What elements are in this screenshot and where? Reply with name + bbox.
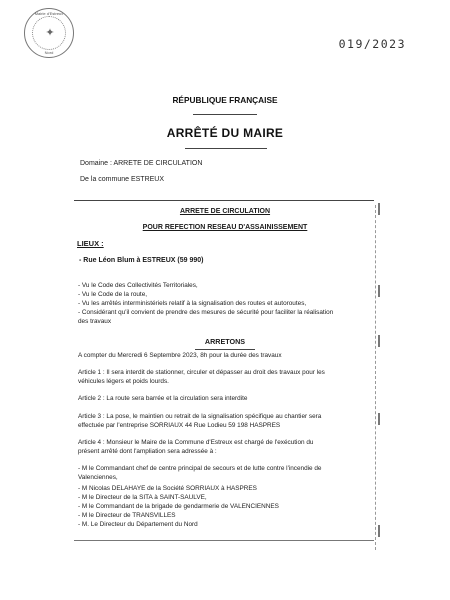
reference-number: 019/2023 <box>338 37 406 51</box>
start-date-line: A compter du Mercredi 6 Septembre 2023, 8h pour la durée des travaux <box>78 352 282 359</box>
article-4-line: présent arrêté dont l'ampliation sera adressée à : <box>78 448 217 455</box>
frame-top-border <box>74 200 374 201</box>
visa-line: - Vu le Code de la route, <box>78 291 148 298</box>
lieux-heading: LIEUX : <box>77 239 104 248</box>
subject-heading: POUR REFECTION RESEAU D'ASSAINISSEMENT <box>142 224 308 231</box>
article-3-line: effectuée par l'entreprise SORRIAUX 44 Rue Lodieu 59 198 HASPRES <box>78 422 281 429</box>
article-1-line: véhicules légers et poids lourds. <box>78 378 169 385</box>
article-3-line: Article 3 : La pose, le maintien ou retrait de la signalisation spécifique au chantier sera <box>78 413 322 420</box>
arrete-heading: ARRETE DE CIRCULATION <box>179 208 271 215</box>
seal-emblem-icon: ✦ <box>45 27 55 39</box>
scan-edge-mark <box>378 285 380 297</box>
recipient-line: - M le Commandant chef de centre principal de secours et de lutte contre l'incendie de <box>78 465 322 472</box>
page-title: ARRÊTÉ DU MAIRE <box>166 126 284 140</box>
divider-top <box>193 114 257 115</box>
article-4-line: Article 4 : Monsieur le Maire de la Commune d'Estreux est chargé de l'exécution du <box>78 439 314 446</box>
article-2-line: Article 2 : La route sera barrée et la circulation sera interdite <box>78 395 248 402</box>
recipient-line: - M Nicolas DELAHAYE de la Société SORRIAUX à HASPRES <box>78 485 257 492</box>
frame-bottom-border <box>74 540 374 541</box>
visa-line: - Considérant qu'il convient de prendre des mesures de sécurité pour faciliter la réalisation <box>78 309 334 316</box>
commune-line: De la commune ESTREUX <box>80 176 165 183</box>
domaine-line: Domaine : ARRETE DE CIRCULATION <box>80 160 203 167</box>
scan-edge-mark <box>378 413 380 425</box>
scan-edge-mark <box>378 525 380 537</box>
visa-line: - Vu le Code des Collectivités Territoriales, <box>78 282 198 289</box>
article-1-line: Article 1 : Il sera interdit de stationner, circuler et dépasser au droit des travaux pour les <box>78 369 325 376</box>
republique-heading: RÉPUBLIQUE FRANÇAISE <box>172 95 278 105</box>
visa-line: des travaux <box>78 318 112 325</box>
seal-bottom-text: Nord <box>44 50 54 55</box>
recipient-line: - M. Le Directeur du Département du Nord <box>78 521 198 528</box>
seal-top-text: Mairie d'Estreux <box>34 11 64 16</box>
visa-line: - Vu les arrêtés interministériels relatif à la signalisation des routes et autoroutes, <box>78 300 307 307</box>
mairie-seal-stamp <box>24 8 74 58</box>
divider-title <box>185 148 267 149</box>
divider-arretons <box>195 349 255 350</box>
arretons-heading: ARRETONS <box>204 337 246 346</box>
recipient-line: - M le Directeur de TRANSVILLES <box>78 512 176 519</box>
frame-right-edge <box>375 205 377 550</box>
recipient-line: - M le Commandant de la brigade de gendarmerie de VALENCIENNES <box>78 503 279 510</box>
recipient-line: Valenciennes, <box>78 474 118 481</box>
street-line: - Rue Léon Blum à ESTREUX (59 990) <box>79 257 204 264</box>
recipient-line: - M le Directeur de la SITA à SAINT-SAULVE, <box>78 494 207 501</box>
